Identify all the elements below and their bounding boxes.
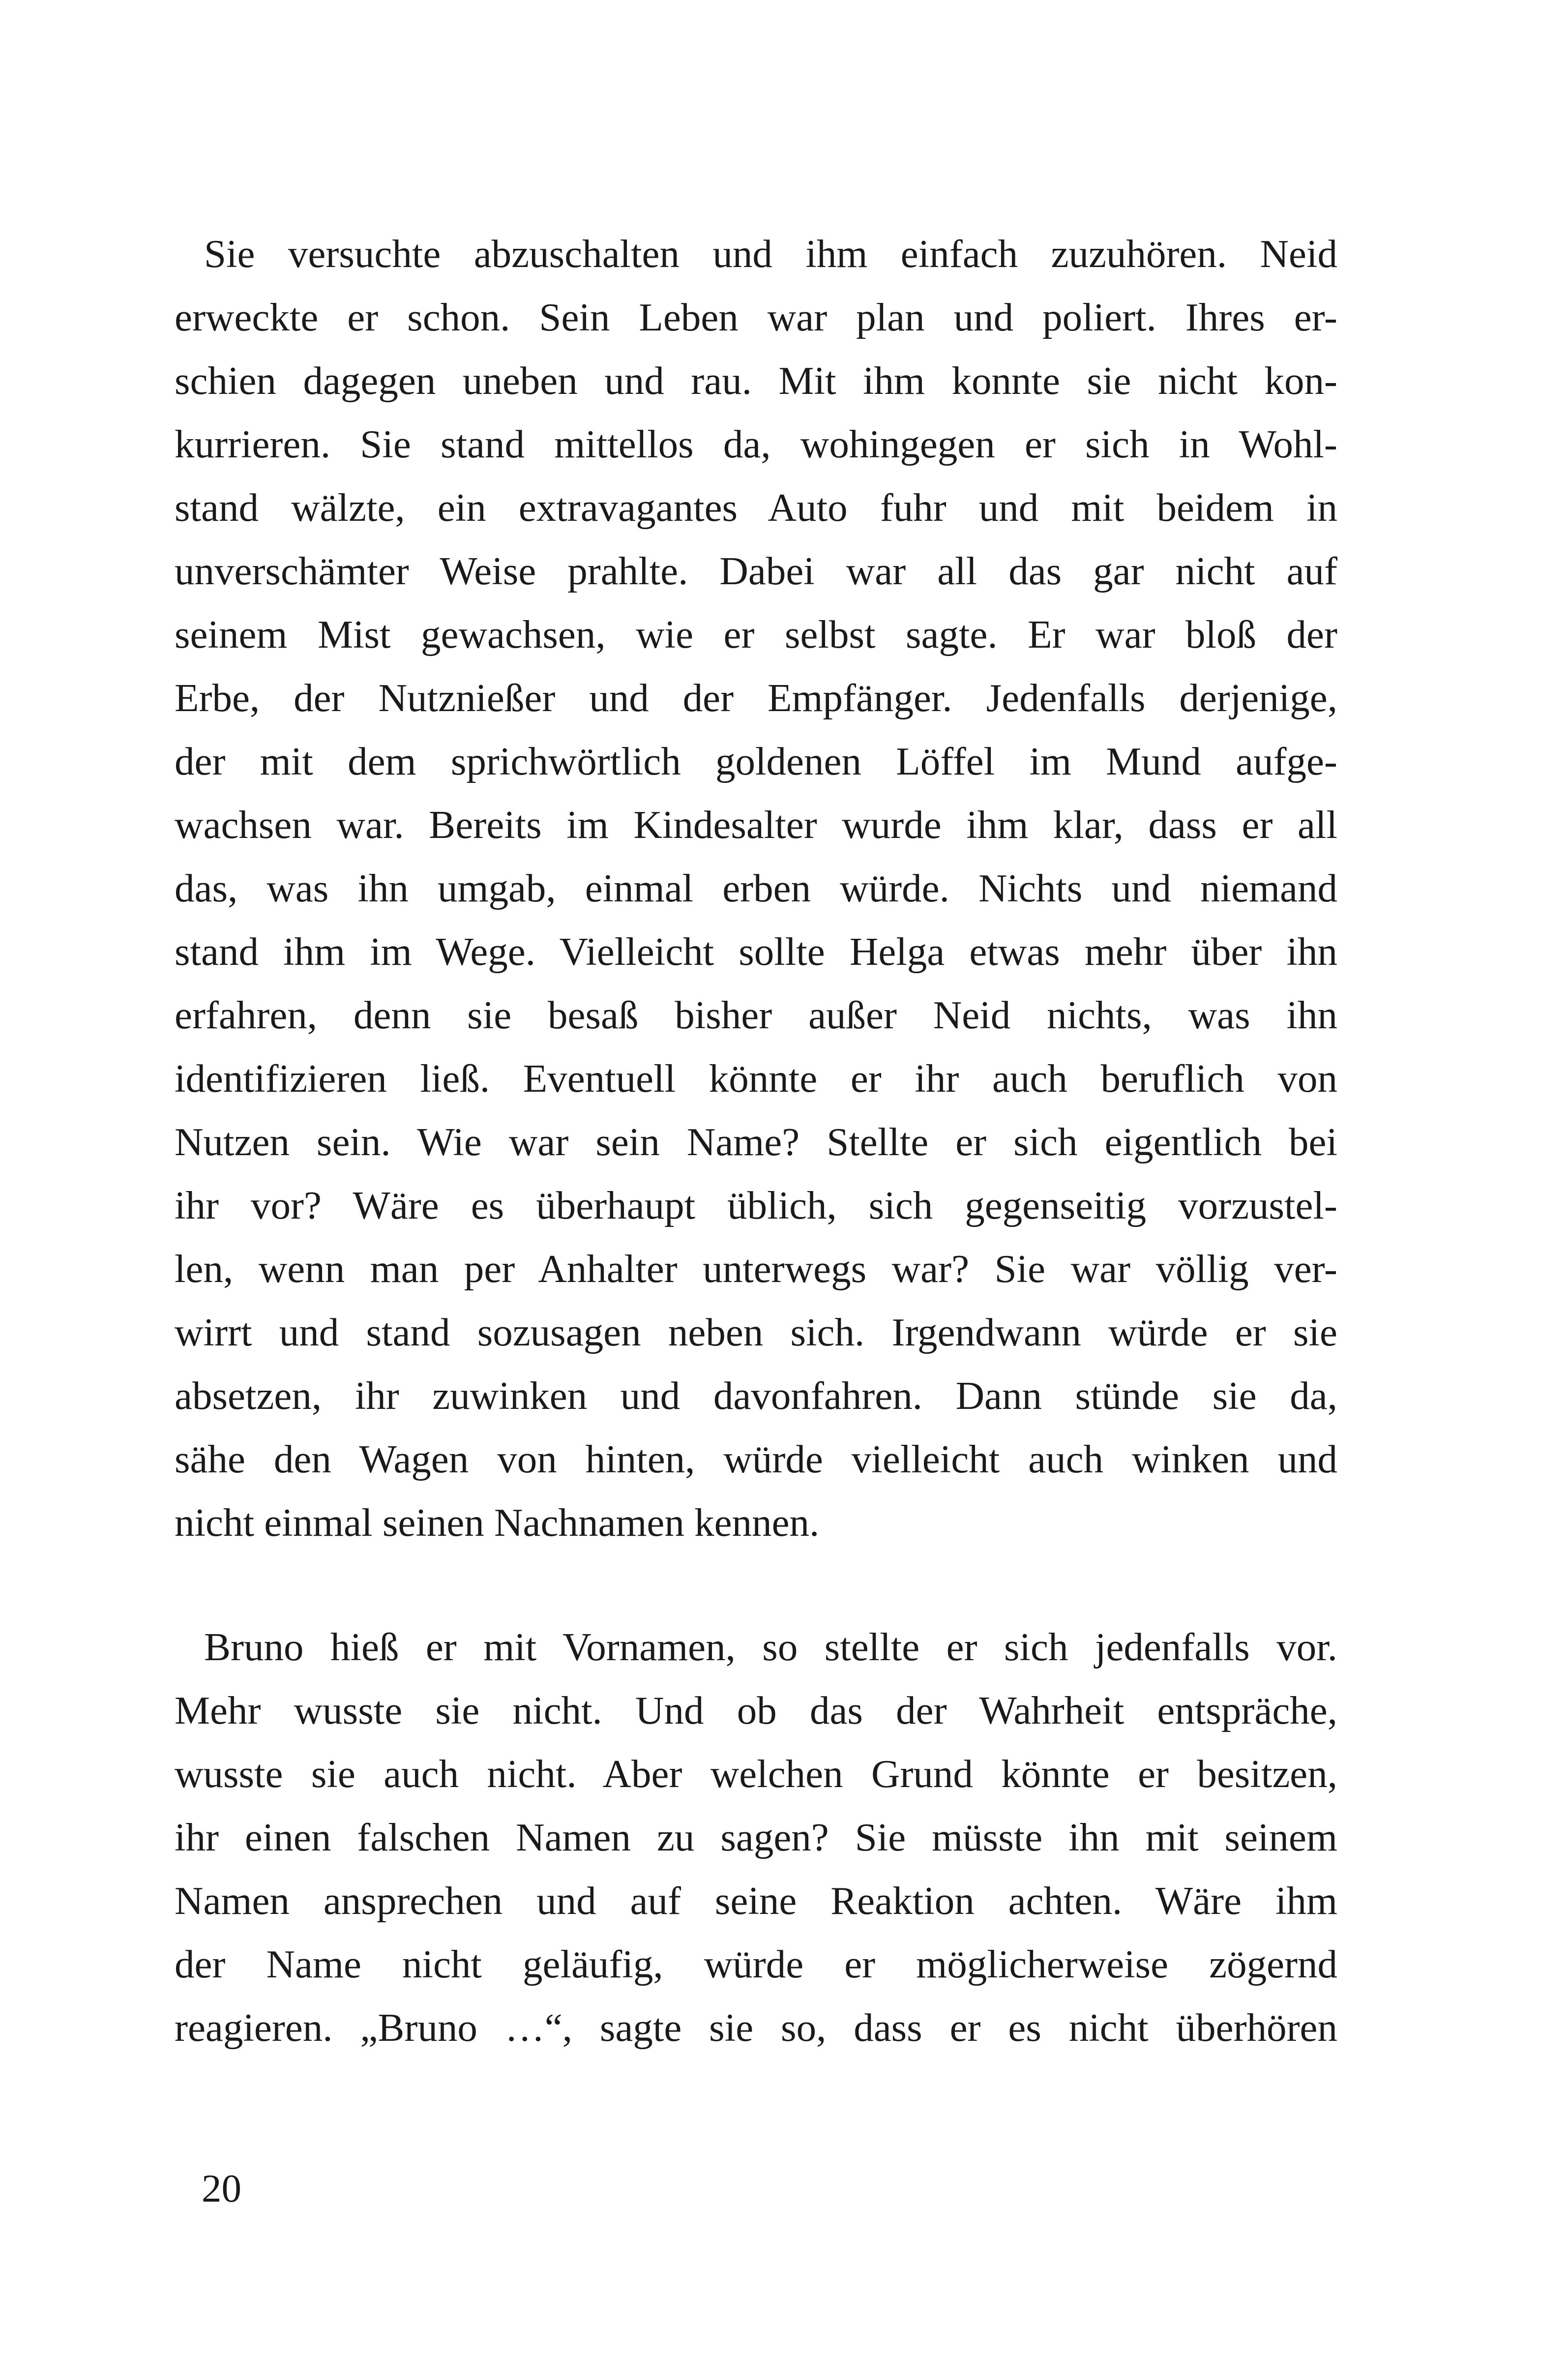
text-line: sähe den Wagen von hinten, würde vielleicht auch winken und	[175, 1437, 1337, 1481]
text-line: ihr einen falschen Namen zu sagen? Sie müsste ihn mit seinem	[175, 1815, 1337, 1859]
text-line: erweckte er schon. Sein Leben war plan und poliert. Ihres er-	[175, 295, 1337, 339]
text-line: stand wälzte, ein extravagantes Auto fuhr und mit beidem in	[175, 485, 1337, 530]
text-line: unverschämter Weise prahlte. Dabei war all das gar nicht auf	[175, 549, 1337, 593]
text-line: wachsen war. Bereits im Kindesalter wurde ihm klar, dass er all	[175, 803, 1337, 847]
text-line: identifizieren ließ. Eventuell könnte er ihr auch beruflich von	[175, 1056, 1337, 1101]
text-line: absetzen, ihr zuwinken und davonfahren. Dann stünde sie da,	[175, 1373, 1337, 1418]
text-line: wirrt und stand sozusagen neben sich. Irgendwann würde er sie	[175, 1310, 1337, 1354]
text-line: seinem Mist gewachsen, wie er selbst sagte. Er war bloß der	[175, 612, 1337, 657]
paragraph-1	[175, 222, 1337, 1554]
text-line: schien dagegen uneben und rau. Mit ihm konnte sie nicht kon-	[175, 358, 1337, 403]
text-line: der Name nicht geläufig, würde er möglicherweise zögernd	[175, 1942, 1337, 1986]
text-line: Mehr wusste sie nicht. Und ob das der Wahrheit entspräche,	[175, 1688, 1337, 1732]
text-line: Bruno hieß er mit Vornamen, so stellte er sich jedenfalls vor.	[204, 1625, 1337, 1669]
text-line: nicht einmal seinen Nachnamen kennen.	[175, 1500, 820, 1545]
text-line: erfahren, denn sie besaß bisher außer Neid nichts, was ihn	[175, 993, 1337, 1037]
text-line: Namen ansprechen und auf seine Reaktion achten. Wäre ihm	[175, 1879, 1337, 1923]
page-number: 20	[202, 2166, 241, 2210]
text-line: Sie versuchte abzuschalten und ihm einfach zuzuhören. Neid	[204, 232, 1337, 276]
text-line: der mit dem sprichwörtlich goldenen Löffel im Mund aufge-	[175, 739, 1337, 783]
text-line: Erbe, der Nutznießer und der Empfänger. Jedenfalls derjenige,	[175, 676, 1337, 720]
text-line: len, wenn man per Anhalter unterwegs war? Sie war völlig ver-	[175, 1247, 1337, 1291]
text-line: kurrieren. Sie stand mittellos da, wohingegen er sich in Wohl-	[175, 422, 1337, 466]
text-line: stand ihm im Wege. Vielleicht sollte Helga etwas mehr über ihn	[175, 929, 1337, 974]
text-line: das, was ihn umgab, einmal erben würde. Nichts und niemand	[175, 866, 1337, 910]
paragraph-2	[175, 1615, 1337, 2060]
text-line: ihr vor? Wäre es überhaupt üblich, sich gegenseitig vorzustel-	[175, 1183, 1337, 1227]
text-line: wusste sie auch nicht. Aber welchen Grund könnte er besitzen,	[175, 1752, 1337, 1796]
text-line: Nutzen sein. Wie war sein Name? Stellte er sich eigentlich bei	[175, 1120, 1337, 1164]
text-line: reagieren. „Bruno …“, sagte sie so, dass er es nicht überhören	[175, 2005, 1337, 2050]
